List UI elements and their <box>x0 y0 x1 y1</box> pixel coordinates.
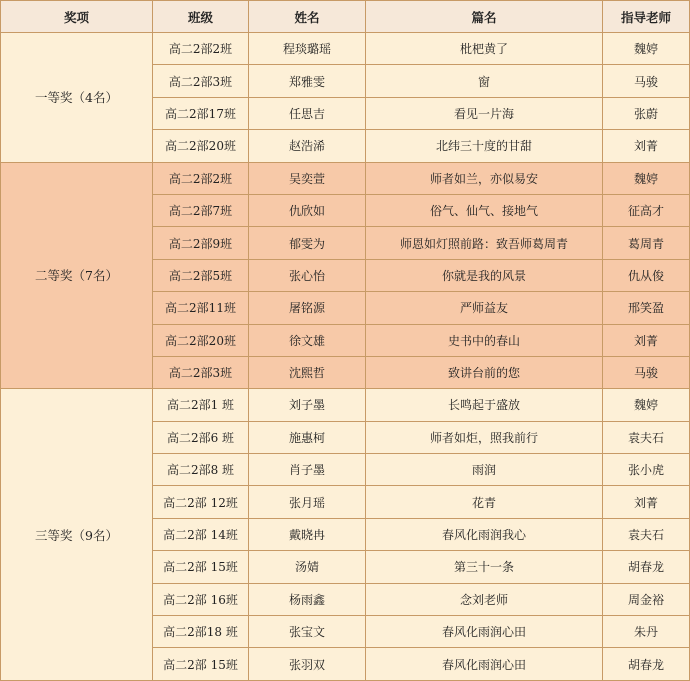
student-name-cell: 徐文雄 <box>249 324 366 356</box>
student-name-cell: 吴奕萱 <box>249 162 366 194</box>
teacher-cell: 征高才 <box>603 194 690 226</box>
essay-title-cell: 致讲台前的您 <box>366 356 603 388</box>
student-name-cell: 张羽双 <box>249 648 366 680</box>
student-name-cell: 刘子墨 <box>249 389 366 421</box>
student-name-cell: 郁雯为 <box>249 227 366 259</box>
essay-title-cell: 窗 <box>366 65 603 97</box>
table-body <box>1 33 690 681</box>
teacher-cell: 张小虎 <box>603 454 690 486</box>
teacher-cell: 魏婷 <box>603 162 690 194</box>
award-cell: 二等奖（7名） <box>1 162 153 389</box>
table-header <box>1 1 690 33</box>
student-name-cell: 程琰璐瑶 <box>249 33 366 65</box>
student-name-cell: 张心怡 <box>249 259 366 291</box>
header-title: 篇名 <box>366 1 603 33</box>
award-cell: 三等奖（9名） <box>1 389 153 681</box>
essay-title-cell: 严师益友 <box>366 292 603 324</box>
student-name-cell: 施惠柯 <box>249 421 366 453</box>
essay-title-cell: 师者如兰，亦似易安 <box>366 162 603 194</box>
teacher-cell: 袁夫石 <box>603 518 690 550</box>
teacher-cell: 刘菁 <box>603 130 690 162</box>
essay-title-cell: 第三十一条 <box>366 551 603 583</box>
student-name-cell: 张月瑶 <box>249 486 366 518</box>
teacher-cell: 马骏 <box>603 356 690 388</box>
class-cell: 高二2部20班 <box>153 130 249 162</box>
student-name-cell: 汤婧 <box>249 551 366 583</box>
essay-title-cell: 春风化雨润心田 <box>366 616 603 648</box>
essay-title-cell: 师恩如灯照前路：致吾师葛周青 <box>366 227 603 259</box>
student-name-cell: 赵浩浠 <box>249 130 366 162</box>
essay-title-cell: 你就是我的风景 <box>366 259 603 291</box>
class-cell: 高二2部 16班 <box>153 583 249 615</box>
class-cell: 高二2部2班 <box>153 33 249 65</box>
essay-title-cell: 雨润 <box>366 454 603 486</box>
teacher-cell: 刘菁 <box>603 486 690 518</box>
table-row <box>1 162 690 194</box>
student-name-cell: 屠铭源 <box>249 292 366 324</box>
essay-title-cell: 北纬三十度的甘甜 <box>366 130 603 162</box>
class-cell: 高二2部3班 <box>153 356 249 388</box>
teacher-cell: 胡春龙 <box>603 551 690 583</box>
essay-title-cell: 长鸣起于盛放 <box>366 389 603 421</box>
essay-title-cell: 俗气、仙气、接地气 <box>366 194 603 226</box>
teacher-cell: 葛周青 <box>603 227 690 259</box>
student-name-cell: 戴晓冉 <box>249 518 366 550</box>
header-teacher: 指导老师 <box>603 1 690 33</box>
student-name-cell: 任思吉 <box>249 97 366 129</box>
class-cell: 高二2部 15班 <box>153 551 249 583</box>
teacher-cell: 刘菁 <box>603 324 690 356</box>
class-cell: 高二2部1 班 <box>153 389 249 421</box>
class-cell: 高二2部5班 <box>153 259 249 291</box>
essay-title-cell: 春风化雨润我心 <box>366 518 603 550</box>
table-row <box>1 389 690 421</box>
student-name-cell: 仇欣如 <box>249 194 366 226</box>
essay-title-cell: 师者如炬，照我前行 <box>366 421 603 453</box>
class-cell: 高二2部6 班 <box>153 421 249 453</box>
class-cell: 高二2部18 班 <box>153 616 249 648</box>
class-cell: 高二2部3班 <box>153 65 249 97</box>
class-cell: 高二2部2班 <box>153 162 249 194</box>
class-cell: 高二2部 15班 <box>153 648 249 680</box>
class-cell: 高二2部 14班 <box>153 518 249 550</box>
class-cell: 高二2部8 班 <box>153 454 249 486</box>
teacher-cell: 仇从俊 <box>603 259 690 291</box>
header-row <box>1 1 690 33</box>
teacher-cell: 胡春龙 <box>603 648 690 680</box>
class-cell: 高二2部20班 <box>153 324 249 356</box>
header-award: 奖项 <box>1 1 153 33</box>
class-cell: 高二2部9班 <box>153 227 249 259</box>
class-cell: 高二2部17班 <box>153 97 249 129</box>
teacher-cell: 魏婷 <box>603 33 690 65</box>
student-name-cell: 郑雅雯 <box>249 65 366 97</box>
class-cell: 高二2部 12班 <box>153 486 249 518</box>
student-name-cell: 杨雨鑫 <box>249 583 366 615</box>
teacher-cell: 魏婷 <box>603 389 690 421</box>
award-cell: 一等奖（4名） <box>1 33 153 163</box>
essay-title-cell: 春风化雨润心田 <box>366 648 603 680</box>
class-cell: 高二2部7班 <box>153 194 249 226</box>
class-cell: 高二2部11班 <box>153 292 249 324</box>
student-name-cell: 张宝文 <box>249 616 366 648</box>
essay-title-cell: 花青 <box>366 486 603 518</box>
table-row <box>1 33 690 65</box>
essay-title-cell: 史书中的春山 <box>366 324 603 356</box>
student-name-cell: 肖子墨 <box>249 454 366 486</box>
teacher-cell: 周金裕 <box>603 583 690 615</box>
essay-title-cell: 看见一片海 <box>366 97 603 129</box>
header-name: 姓名 <box>249 1 366 33</box>
teacher-cell: 张蔚 <box>603 97 690 129</box>
teacher-cell: 袁夫石 <box>603 421 690 453</box>
essay-title-cell: 念刘老师 <box>366 583 603 615</box>
header-class: 班级 <box>153 1 249 33</box>
essay-title-cell: 枇杷黄了 <box>366 33 603 65</box>
student-name-cell: 沈熙哲 <box>249 356 366 388</box>
teacher-cell: 马骏 <box>603 65 690 97</box>
teacher-cell: 邢笑盈 <box>603 292 690 324</box>
teacher-cell: 朱丹 <box>603 616 690 648</box>
